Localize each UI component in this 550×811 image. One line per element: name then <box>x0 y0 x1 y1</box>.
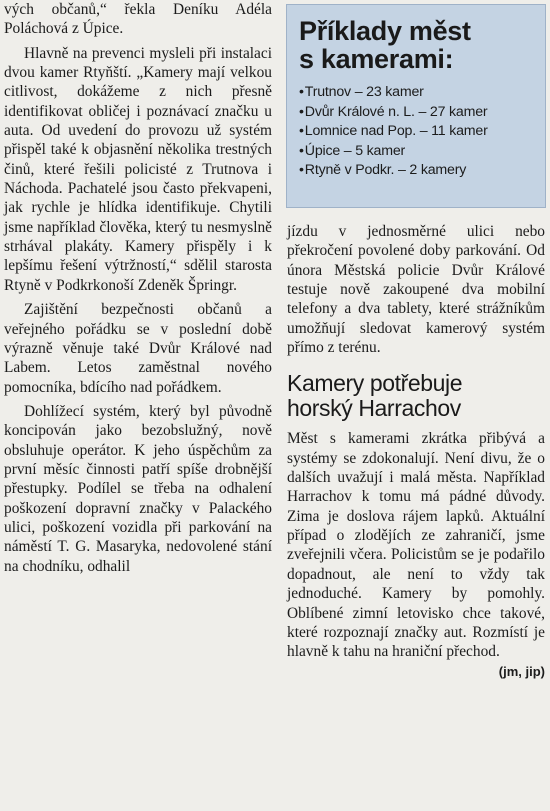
headline-line-1: Kamery potřebuje <box>287 370 463 397</box>
camera-cities-list <box>299 83 535 181</box>
article-paragraph: Zajištění bezpečnosti občanů a veřejného pořádku se v poslední době výrazně věnuje také Dvůr Králové nad Labem. Letos zaměstnal nového pomocníka, bdícího nad pořádkem. <box>4 301 272 396</box>
paragraph-text: Měst s kamerami zkrátka přibývá a systémy se zdokonalují. Není divu, že o dalších uvažují i malá města. Například Harrachov k tomu má pádné důvody. Zima je doslova rájem lapků. Aktuální případ o zlodějích ze zahraničí, jsme zveřejnili včera. Policistům se je podařilo dopadnout, ale není to vždy tak jednoduché. Kamery by pomohly. Oblíbené zimní letovisko chce takové, které rozpoznají značky aut. Rozmístí je hlavně k tahu na hraniční přechod. <box>287 430 545 661</box>
article-paragraph <box>287 429 545 679</box>
camera-cities-sidebox <box>286 4 546 208</box>
list-item: • Rtyně v Podkr. – 2 kamery <box>299 161 535 181</box>
author-byline: (jm, jip) <box>498 663 545 679</box>
headline-line-2: horský Harrachov <box>287 395 461 422</box>
list-item: • Úpice – 5 kamer <box>299 142 535 162</box>
section-headline <box>287 371 545 421</box>
article-paragraph: Hlavně na prevenci mysleli při instalaci dvou kamer Rtyňští. „Kamery mají velkou citlivost, dokážeme z nich přesně identifikovat obličej i poznávací značku u auta. Od uvedení do provozu už systém přispěl také k objasnění několika trestných činů, které řešili policisté z Trutnova i Náchoda. Pachatelé jsou často překvapeni, jak rychle je hlídka identifikuje. Chytili jsme například člověka, který tu nesmyslně strhával plakáty. Kamery přispěly i k lepšímu řešení výtržností,“ sdělil starosta Rtyně v Podkrkonoší Zdeněk Špringr. <box>4 44 272 294</box>
list-item: • Dvůr Králové n. L. – 27 kamer <box>299 103 535 123</box>
sidebox-title-line-2: s kamerami: <box>299 44 454 74</box>
sidebox-title-line-1: Příklady měst <box>299 16 471 46</box>
article-paragraph: Dohlížecí systém, který byl původně koncipován jako bezobslužný, nově obsluhuje operátor. K jeho úspěchům za první měsíc činnosti patří spíše drobnější přestupky. Podílel se třeba na odhalení poškození dopravní značky v Palackého ulici, poškození vozidla při parkování na náměstí T. G. Masaryka, nedovolené stání na chodníku, odhalil <box>4 402 272 575</box>
article-column-right <box>287 222 545 681</box>
article-paragraph: jízdu v jednosměrné ulici nebo překročení povolené doby parkování. Od února Městská policie Dvůr Králové testuje nově zakoupené dva mobilní telefony a dva tablety, které strážníkům umožňují sledovat kamerový systém přímo z terénu. <box>287 223 545 357</box>
article-paragraph: vých občanů,“ řekla Deníku Adéla Poláchová z Úpice. <box>4 1 272 38</box>
list-item: • Lomnice nad Pop. – 11 kamer <box>299 122 535 142</box>
sidebox-title <box>299 17 535 73</box>
list-item: • Trutnov – 23 kamer <box>299 83 535 103</box>
article-column-left <box>4 0 272 576</box>
